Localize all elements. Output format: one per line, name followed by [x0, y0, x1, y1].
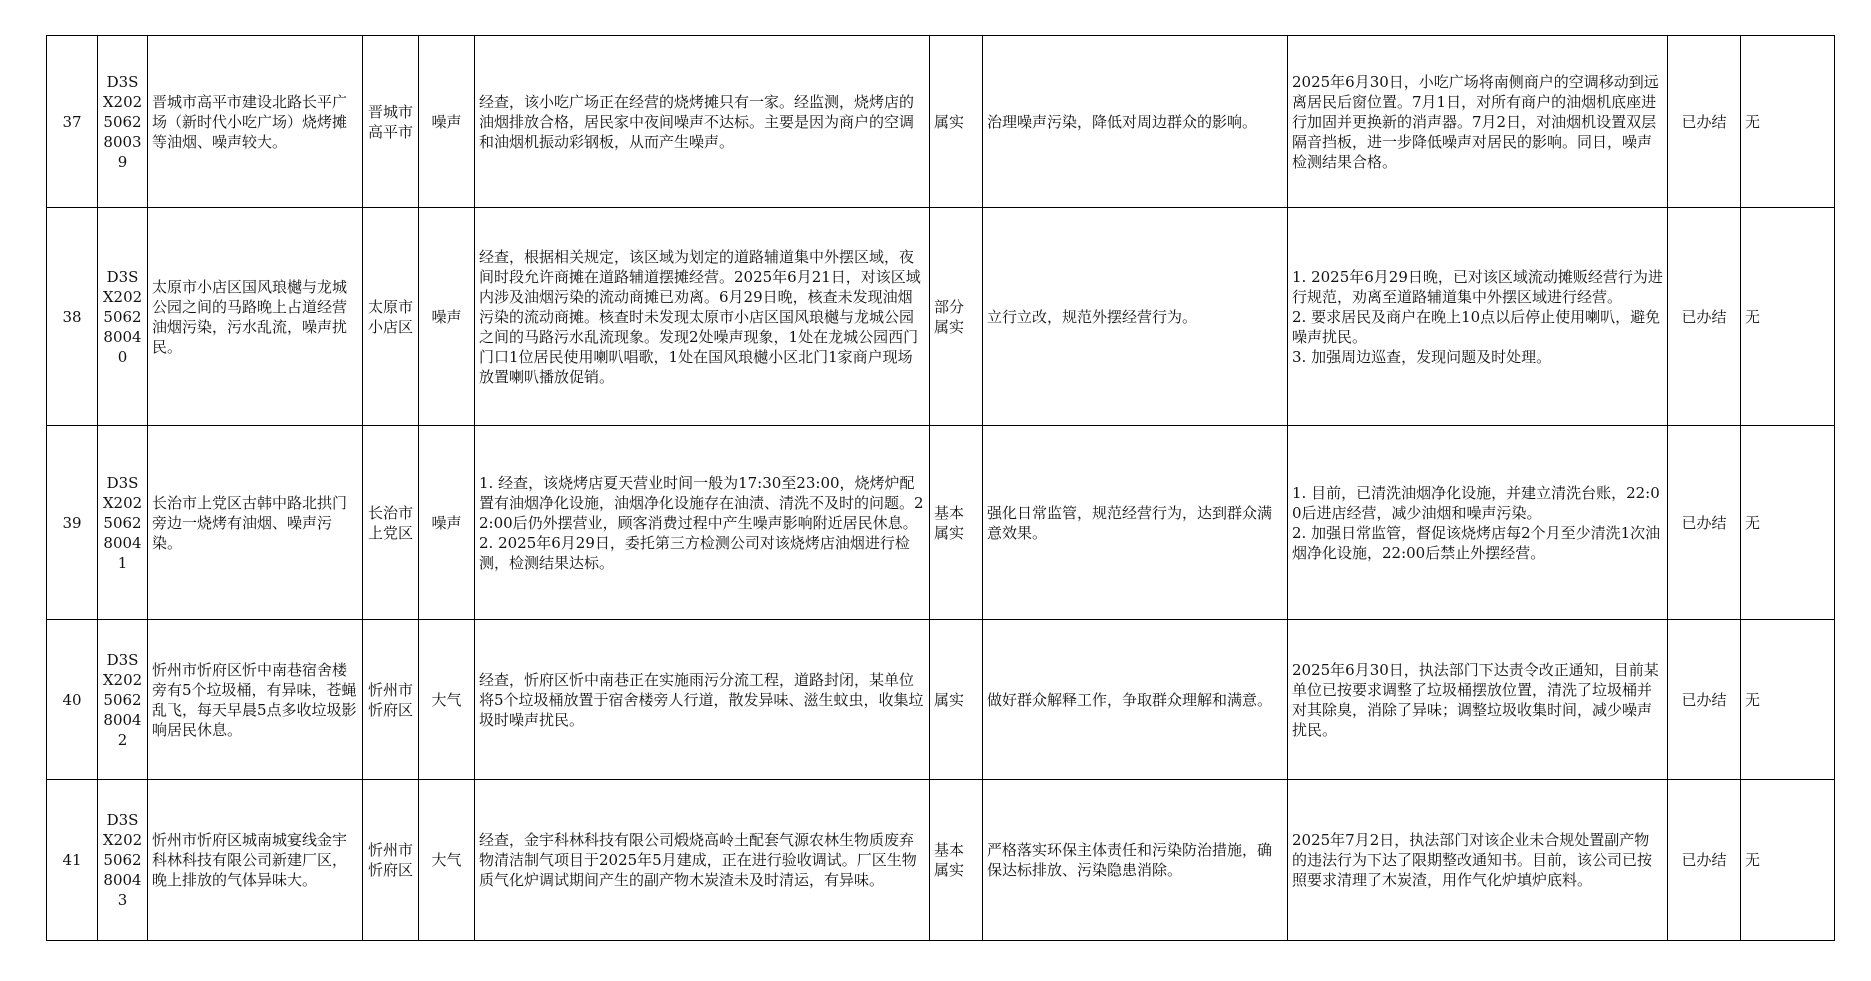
verification-verdict: 基本属实 — [930, 780, 983, 941]
complaint-content: 晋城市高平市建设北路长平广场（新时代小吃广场）烧烤摊等油烟、噪声较大。 — [148, 36, 363, 208]
accountability-note: 无 — [1741, 780, 1835, 941]
investigation-result: 经查，根据相关规定，该区域为划定的道路辅道集中外摆区域，夜间时段允许商摊在道路辅道摆摊经营。2025年6月21日，对该区域内涉及油烟污染的流动商摊已劝离。6月29日晚，核查未发现油烟污染的流动商摊。核查时未发现太原市小店区国风琅樾与龙城公园之间的马路污水乱流现象。发现2处噪声现象，1处在龙城公园西门门口1位居民使用喇叭唱歌，1处在国风琅樾小区北门1家商户现场放置喇叭播放促销。 — [475, 208, 930, 426]
pollution-type: 大气 — [419, 780, 475, 941]
administrative-region: 长治市上党区 — [363, 426, 419, 620]
case-code: D3SX202506280043 — [98, 780, 148, 941]
accountability-note: 无 — [1741, 426, 1835, 620]
table-row — [47, 208, 1835, 426]
case-code: D3SX202506280041 — [98, 426, 148, 620]
table-row — [47, 36, 1835, 208]
pollution-type: 噪声 — [419, 36, 475, 208]
case-code: D3SX202506280039 — [98, 36, 148, 208]
row-number: 38 — [47, 208, 98, 426]
verification-verdict: 属实 — [930, 36, 983, 208]
verification-verdict: 属实 — [930, 620, 983, 780]
investigation-result: 经查，忻府区忻中南巷正在实施雨污分流工程，道路封闭，某单位将5个垃圾桶放置于宿舍楼旁人行道，散发异味、滋生蚊虫，收集垃圾时噪声扰民。 — [475, 620, 930, 780]
handling-goal: 治理噪声污染，降低对周边群众的影响。 — [983, 36, 1288, 208]
complaint-content: 忻州市忻府区城南城宴线金宇科林科技有限公司新建厂区，晚上排放的气体异味大。 — [148, 780, 363, 941]
table-row — [47, 426, 1835, 620]
table-row — [47, 620, 1835, 780]
case-code: D3SX202506280040 — [98, 208, 148, 426]
administrative-region: 晋城市高平市 — [363, 36, 419, 208]
rectification-status: 1. 目前，已清洗油烟净化设施，并建立清洗台账，22:00后进店经营，减少油烟和噪声污染。 2. 加强日常监管，督促该烧烤店每2个月至少清洗1次油烟净化设施，22:00后禁止外摆经营。 — [1288, 426, 1668, 620]
table-row — [47, 780, 1835, 941]
rectification-status: 2025年6月30日，执法部门下达责令改正通知，目前某单位已按要求调整了垃圾桶摆放位置，清洗了垃圾桶并对其除臭，消除了异味；调整垃圾收集时间，减少噪声扰民。 — [1288, 620, 1668, 780]
complaint-content: 太原市小店区国风琅樾与龙城公园之间的马路晚上占道经营油烟污染，污水乱流，噪声扰民。 — [148, 208, 363, 426]
accountability-note: 无 — [1741, 620, 1835, 780]
pollution-type: 噪声 — [419, 426, 475, 620]
administrative-region: 忻州市忻府区 — [363, 620, 419, 780]
row-number: 41 — [47, 780, 98, 941]
administrative-region: 忻州市忻府区 — [363, 780, 419, 941]
petition-report-table — [46, 35, 1835, 941]
rectification-status: 1. 2025年6月29日晚，已对该区域流动摊贩经营行为进行规范，劝离至道路辅道集中外摆区域进行经营。 2. 要求居民及商户在晚上10点以后停止使用喇叭，避免噪声扰民。 3. 加强周边巡查，发现问题及时处理。 — [1288, 208, 1668, 426]
accountability-note: 无 — [1741, 36, 1835, 208]
verification-verdict: 基本属实 — [930, 426, 983, 620]
handling-goal: 立行立改，规范外摆经营行为。 — [983, 208, 1288, 426]
complaint-content: 忻州市忻府区忻中南巷宿舍楼旁有5个垃圾桶，有异味，苍蝇乱飞，每天早晨5点多收垃圾影响居民休息。 — [148, 620, 363, 780]
handling-goal: 做好群众解释工作，争取群众理解和满意。 — [983, 620, 1288, 780]
handling-goal: 严格落实环保主体责任和污染防治措施，确保达标排放、污染隐患消除。 — [983, 780, 1288, 941]
pollution-type: 噪声 — [419, 208, 475, 426]
verification-verdict: 部分属实 — [930, 208, 983, 426]
investigation-result: 经查，金宇科林科技有限公司煅烧高岭土配套气源农林生物质废弃物清洁制气项目于2025年5月建成，正在进行验收调试。厂区生物质气化炉调试期间产生的副产物木炭渣未及时清运，有异味。 — [475, 780, 930, 941]
completion-status: 已办结 — [1668, 36, 1741, 208]
complaint-content: 长治市上党区古韩中路北拱门旁边一烧烤有油烟、噪声污染。 — [148, 426, 363, 620]
completion-status: 已办结 — [1668, 780, 1741, 941]
completion-status: 已办结 — [1668, 620, 1741, 780]
row-number: 37 — [47, 36, 98, 208]
completion-status: 已办结 — [1668, 426, 1741, 620]
pollution-type: 大气 — [419, 620, 475, 780]
row-number: 40 — [47, 620, 98, 780]
case-code: D3SX202506280042 — [98, 620, 148, 780]
completion-status: 已办结 — [1668, 208, 1741, 426]
investigation-result: 经查，该小吃广场正在经营的烧烤摊只有一家。经监测，烧烤店的油烟排放合格，居民家中夜间噪声不达标。主要是因为商户的空调和油烟机振动彩钢板，从而产生噪声。 — [475, 36, 930, 208]
row-number: 39 — [47, 426, 98, 620]
accountability-note: 无 — [1741, 208, 1835, 426]
handling-goal: 强化日常监管，规范经营行为，达到群众满意效果。 — [983, 426, 1288, 620]
rectification-status: 2025年6月30日，小吃广场将南侧商户的空调移动到远离居民后窗位置。7月1日，对所有商户的油烟机底座进行加固并更换新的消声器。7月2日，对油烟机设置双层隔音挡板，进一步降低噪声对居民的影响。同日，噪声检测结果合格。 — [1288, 36, 1668, 208]
rectification-status: 2025年7月2日，执法部门对该企业未合规处置副产物的违法行为下达了限期整改通知书。目前，该公司已按照要求清理了木炭渣，用作气化炉填炉底料。 — [1288, 780, 1668, 941]
investigation-result: 1. 经查，该烧烤店夏天营业时间一般为17:30至23:00，烧烤炉配置有油烟净化设施，油烟净化设施存在油渍、清洗不及时的问题。22:00后仍外摆营业，顾客消费过程中产生噪声影响附近居民休息。 2. 2025年6月29日，委托第三方检测公司对该烧烤店油烟进行检测，检测结果达标。 — [475, 426, 930, 620]
administrative-region: 太原市小店区 — [363, 208, 419, 426]
